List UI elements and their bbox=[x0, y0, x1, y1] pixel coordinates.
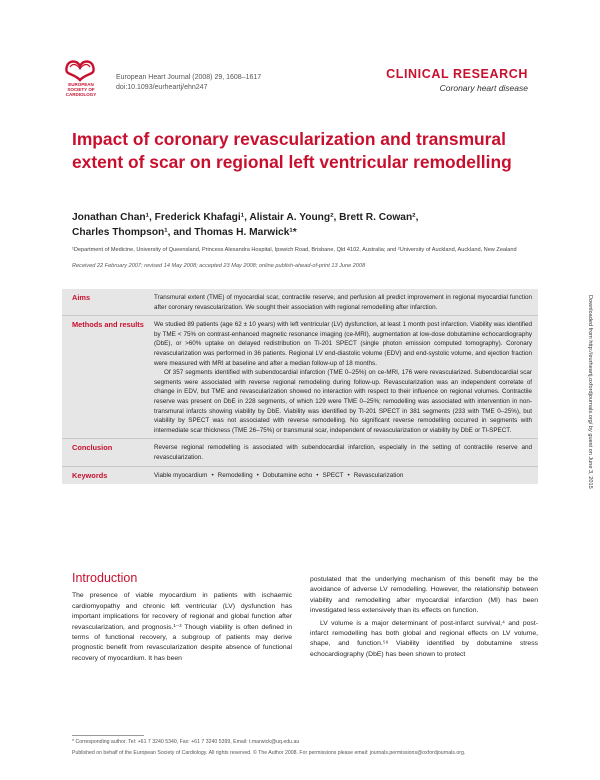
keyword: Remodelling bbox=[217, 471, 253, 479]
conclusion-label: Conclusion bbox=[72, 443, 113, 453]
journal-citation bbox=[116, 73, 261, 92]
conclusion-text: Reverse regional remodelling is associated with subendocardial infarction, especially in the setting of contractile reserve and revascularization. bbox=[154, 444, 532, 461]
section-label: CLINICAL RESEARCH bbox=[386, 67, 528, 81]
affiliations: ¹Department of Medicine, University of Queensland, Princess Alexandra Hospital, Ipswich Road, Brisbane, Qld 4102, Australia; and ²University of Auckland, Auckland, New Zealand bbox=[72, 247, 517, 253]
article-title: Impact of coronary revascularization and transmural extent of scar on regional left ventricular remodelling bbox=[72, 129, 512, 172]
methods-label: Methods and results bbox=[72, 320, 144, 330]
methods-text bbox=[154, 320, 538, 435]
body-paragraph: LV volume is a major determinant of post-infarct survival,⁴ and post-infarct remodelling has both global and regional effects on LV volume, shape, and function.⁵⁶ Viability identified by dobutamine stress echocardiography (DbE) has been shown to protect bbox=[310, 619, 538, 658]
aims-label: Aims bbox=[72, 293, 91, 302]
abstract-keywords-row bbox=[62, 467, 538, 484]
authors-line-2: Charles Thompson¹, and Thomas H. Marwick¹* bbox=[72, 227, 297, 238]
keyword: SPECT bbox=[322, 471, 344, 479]
keyword: Revascularization bbox=[353, 471, 404, 479]
publisher-note: Published on behalf of the European Society of Cardiology. All rights reserved. © The Author 2008. For permissions please email: journals.permissions@oxfordjournals.org. bbox=[72, 750, 466, 756]
body-column-left bbox=[72, 573, 292, 664]
keyword: Viable myocardium bbox=[154, 471, 208, 479]
body-paragraph: postulated that the underlying mechanism of this benefit may be the avoidance of adverse LV remodelling. However, the relationship between viability and remodelling after myocardial infarction (MI) has been investigated less extensively than its effects on function. bbox=[310, 576, 538, 615]
subsection-label: Coronary heart disease bbox=[439, 83, 528, 93]
keyword-separator: • bbox=[316, 471, 319, 479]
keyword-separator: • bbox=[347, 471, 350, 479]
logo-text: EUROPEAN SOCIETY OF CARDIOLOGY bbox=[65, 82, 97, 97]
download-watermark bbox=[585, 295, 595, 665]
doi-line[interactable]: doi:10.1093/eurheartj/ehn247 bbox=[116, 83, 208, 91]
methods-paragraph-1: We studied 89 patients (age 62 ± 10 years) with left ventricular (LV) dysfunction, at least 1 month post infarction. Viability was identified by TME < 75% on contrast-enhanced magnetic resonance imaging (ce-MRI), augmentation at low-dose dobutamine echocardiography (DbE), or >60% uptake on delayed redistribution on Tl-201 SPECT (single photon emission computed tomography). Coronary revascularization was performed in 36 patients. Regional LV end-diastolic volume (EDV) and end-systolic volume, and ejection fraction were measured with MRI at baseline and after a median follow-up of 18 months. bbox=[154, 321, 532, 367]
introduction-heading: Introduction bbox=[72, 571, 138, 585]
footnote-divider bbox=[72, 735, 144, 736]
keyword-separator: • bbox=[211, 471, 214, 479]
keyword-separator: • bbox=[256, 471, 259, 479]
abstract-methods-row bbox=[62, 316, 538, 439]
keywords-list bbox=[154, 471, 538, 481]
received-dates: Received 22 February 2007; revised 14 May 2008; accepted 23 May 2008; online publish-ahead-of-print 13 June 2008 bbox=[72, 263, 366, 269]
aims-text: Transmural extent (TME) of myocardial scar, contractile reserve, and perfusion all predict improvement in regional myocardial function after coronary revascularization. We sought their association with regional remodelling after infarction. bbox=[154, 294, 532, 311]
methods-paragraph-2: Of 357 segments identified with subendocardial infarction (TME 0–25%) on ce-MRI, 176 were revascularized. Subendocardial scar segments were associated with reverse regional remodeling during follow-up. Revascularization was an independent correlate of change in EDV, but TME and revascularization showed no interaction with respect to their influence on regional volumes. Contractile reserve was present on DbE in 228 segments, of which 129 were TME 0–25%; remodelling was associated with intervention in non-transmural infarcts showing viability by DbE. Viability was identified by Tl-201 SPECT in 381 segments (233 with TME 0–25%), but viability by SPECT was not associated with reverse remodelling. No significant reverse remodelling occurred in segments with intermediate scar thickness (TME 26–75%) or transmural scar, independent of revascularization or viability by DbE or Tl-SPECT. bbox=[154, 369, 532, 434]
keywords-label: Keywords bbox=[72, 470, 108, 480]
keyword: Dobutamine echo bbox=[262, 471, 313, 479]
journal-citation-line: European Heart Journal (2008) 29, 1608–1617 bbox=[116, 74, 262, 81]
corresponding-author-note: * Corresponding author. Tel: +61 7 3240 5340, Fax: +61 7 3240 5399, Email: t.marwick@uq.edu.au bbox=[72, 739, 300, 745]
download-watermark-text[interactable]: Downloaded from http://eurheartj.oxfordjournals.org/ by guest on June 3, 2015 bbox=[587, 295, 593, 489]
authors-line-1: Jonathan Chan¹, Frederick Khafagi¹, Alistair A. Young², Brett R. Cowan², bbox=[72, 212, 419, 223]
body-column-right bbox=[310, 575, 538, 660]
body-paragraph: The presence of viable myocardium in patients with ischaemic cardiomyopathy and chronic left ventricular (LV) dysfunction has important implications for recovery of regional and global function after revascularization, and prognosis.¹⁻³ Though viability is often defined in terms of functional recovery, a subgroup of patients may derive prognostic benefit from revascularization despite absence of functional recovery of myocardium. It has been bbox=[72, 592, 292, 662]
author-list bbox=[72, 210, 542, 240]
abstract-conclusion-row bbox=[62, 439, 538, 466]
abstract-aims-row bbox=[62, 289, 538, 316]
structured-abstract bbox=[62, 289, 538, 484]
